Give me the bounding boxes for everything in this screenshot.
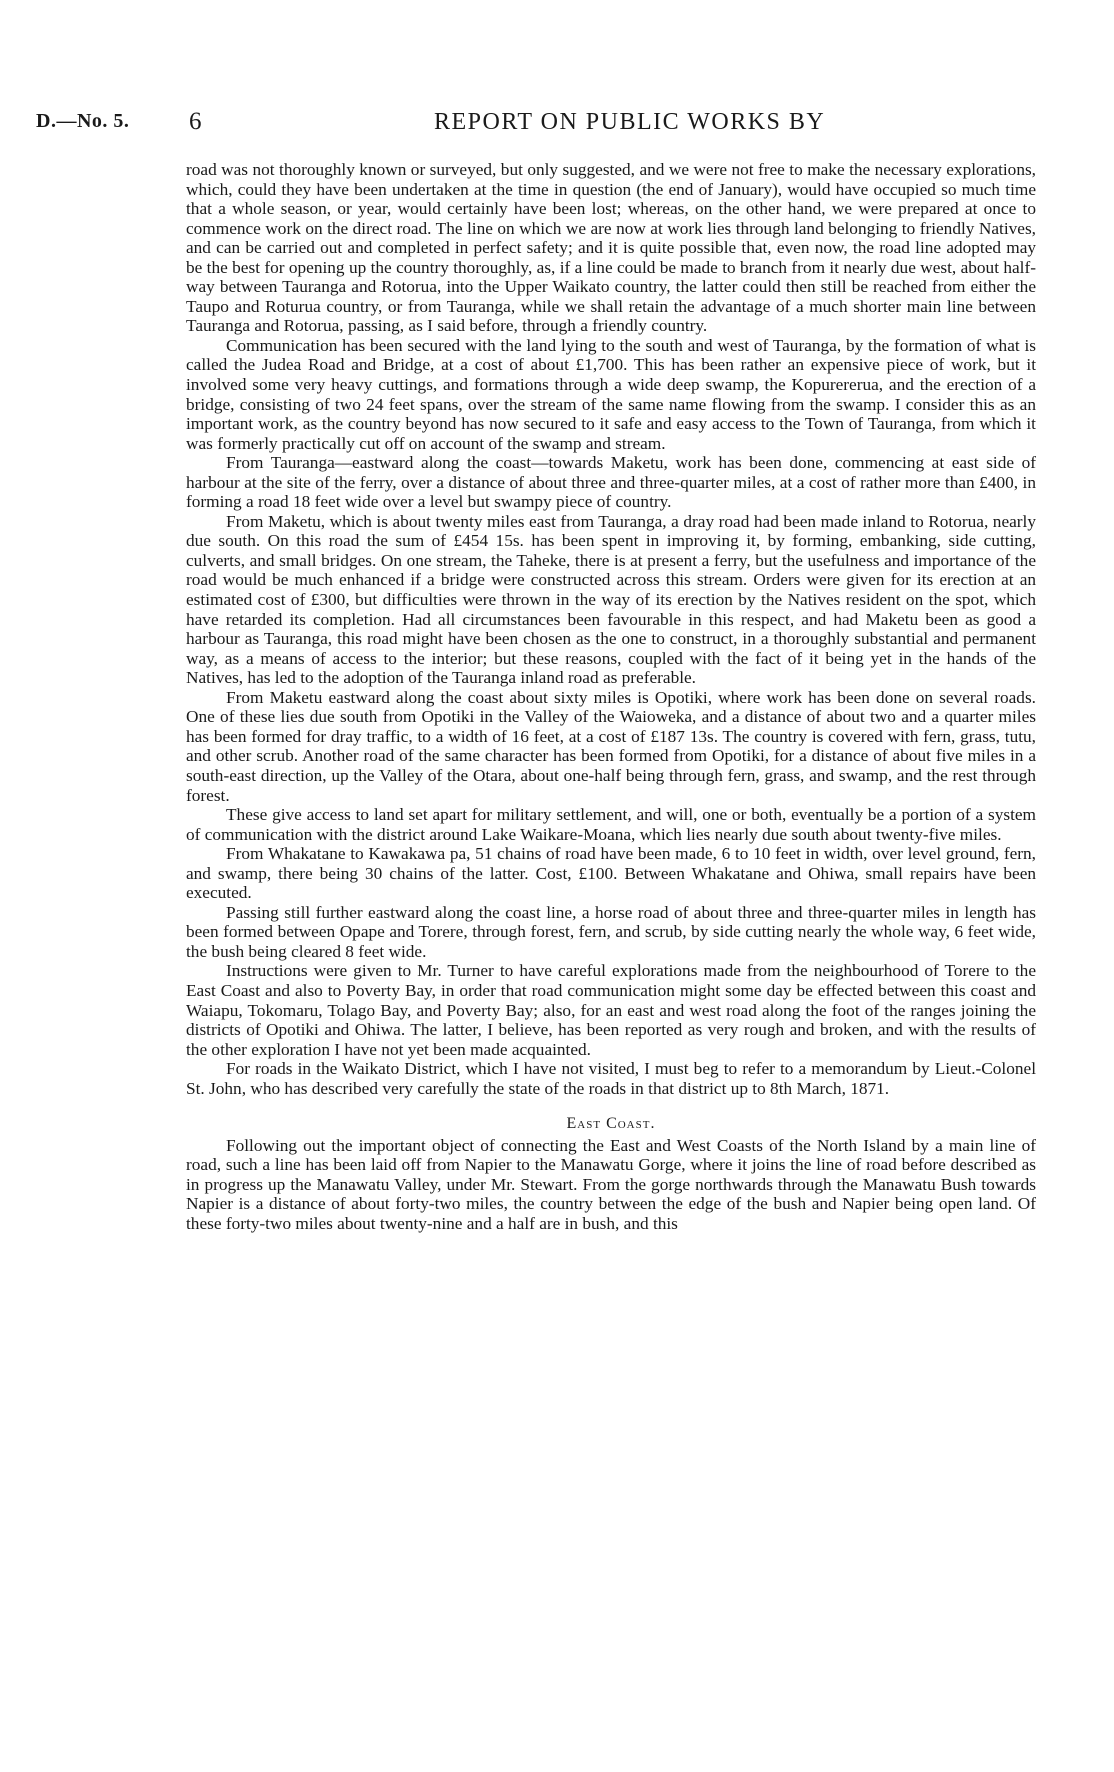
section-heading: East Coast. [566,1115,656,1133]
paragraph-maketu-rotorua: From Maketu, which is about twenty miles east from Tauranga, a dray road had been made inland to Rotorua, nearly due south. On this road the sum of £454 15s. has been spent in improving it, by forming, embanking, side cutting, culverts, and small bridges. On one stream, the Taheke, there is at present a ferry, but the usefulness and importance of the road would be much enhanced if a bridge were constructed across this stream. Orders were given for its erection at an estimated cost of £300, but difficulties were thrown in the way of its erection by the Natives resident on the spot, which have retarded its completion. Had all circumstances been favourable in this respect, and had Maketu been as good a harbour as Tauranga, this road might have been chosen as the one to construct, in a thoroughly substantial and permanent way, as a means of access to the interior; but these reasons, coupled with the fact of it being yet in the hands of the Natives, has led to the adoption of the Tauranga inland road as preferable. [186,511,1036,688]
document-reference: D.—No. 5. [36,110,130,132]
paragraph-continued: road was not thoroughly known or surveyed, but only suggested, and we were not free to make the necessary explorations, which, could they have been undertaken at the time in question (the end of January), would have occupied so much time that a whole season, or year, would certainly have been lost; whereas, on the other hand, we were prepared at once to commence work on the direct road. The line on which we are now at work lies through land belonging to friendly Natives, and can be carried out and completed in perfect safety; and it is quite possible that, even now, the road line adopted may be the best for opening up the country thoroughly, as, if a line could be made to branch from it nearly due west, about half-way between Tauranga and Rotorua, into the Upper Waikato country, the latter could then still be reached from either the Taupo and Roturua country, or from Tauranga, while we shall retain the advantage of a much shorter main line between Tauranga and Rotorua, passing, as I said before, through a friendly country. [186,160,1036,336]
page-header [36,108,1076,142]
paragraph-tauranga-maketu: From Tauranga—eastward along the coast—towards Maketu, work has been done, commencing at east side of harbour at the site of the ferry, over a distance of about three and three-quarter miles, at a cost of rather more than £400, in forming a road 18 feet wide over a level but swampy piece of country. [186,453,1036,512]
paragraph-whakatane: From Whakatane to Kawakawa pa, 51 chains of road have been made, 6 to 10 feet in width, over level ground, fern, and swamp, there being 30 chains of the latter. Cost, £100. Between Whakatane and Ohiwa, small repairs have been executed. [186,844,1036,903]
running-title: REPORT ON PUBLIC WORKS BY [434,109,826,135]
page-number: 6 [189,108,202,135]
paragraph-judea-road: Communication has been secured with the land lying to the south and west of Tauranga, by the formation of what is called the Judea Road and Bridge, at a cost of about £1,700. This has been rather an expensive piece of work, but it involved some very heavy cuttings, and formations through a wide deep swamp, the Kopurererua, and the erection of a bridge, consisting of two 24 feet spans, over the stream of the same name flowing from the swamp. I consider this as an important work, as the country beyond has now secured to it safe and easy access to the Town of Tauranga, from which it was formerly practically cut off on account of the swamp and stream. [186,335,1036,453]
paragraph-waikato: For roads in the Waikato District, which I have not visited, I must beg to refer to a memorandum by Lieut.-Colonel St. John, who has described very carefully the state of the roads in that district up to 8th March, 1871. [186,1059,1036,1098]
body-text [186,160,1036,1234]
paragraph-opape-torere: Passing still further eastward along the coast line, a horse road of about three and three-quarter miles in length has been formed between Opape and Torere, through forest, fern, and scrub, by side cutting nearly the whole way, 6 feet wide, the bush being cleared 8 feet wide. [186,902,1036,961]
paragraph-explorations: Instructions were given to Mr. Turner to have careful explorations made from the neighbourhood of Torere to the East Coast and also to Poverty Bay, in order that road communication might some day be effected between this coast and Waiapu, Tokomaru, Tolago Bay, and Poverty Bay; also, for an east and west road along the foot of the ranges joining the districts of Opotiki and Ohiwa. The latter, I believe, has been reported as very rough and broken, and with the results of the other exploration I have not yet been made acquainted. [186,961,1036,1059]
paragraph-opotiki: From Maketu eastward along the coast about sixty miles is Opotiki, where work has been done on several roads. One of these lies due south from Opotiki in the Valley of the Waioweka, and a distance of about two and a quarter miles has been formed for dray traffic, to a width of 16 feet, at a cost of £187 13s. The country is covered with fern, grass, tutu, and other scrub. Another road of the same character has been formed from Opotiki, for a distance of about five miles in a south-east direction, up the Valley of the Otara, about one-half being through fern, grass, and swamp, and the rest through forest. [186,687,1036,805]
paragraph-military-settlement: These give access to land set apart for military settlement, and will, one or both, eventually be a portion of a system of communication with the district around Lake Waikare-Moana, which lies nearly due south about twenty-five miles. [186,805,1036,844]
paragraph-east-coast: Following out the important object of connecting the East and West Coasts of the North Island by a main line of road, such a line has been laid off from Napier to the Manawatu Gorge, where it joins the line of road before described as in progress up the Manawatu Valley, under Mr. Stewart. From the gorge northwards through the Manawatu Bush towards Napier is a distance of about forty-two miles, the country between the edge of the bush and Napier being open land. Of these forty-two miles about twenty-nine and a half are in bush, and this [186,1135,1036,1233]
